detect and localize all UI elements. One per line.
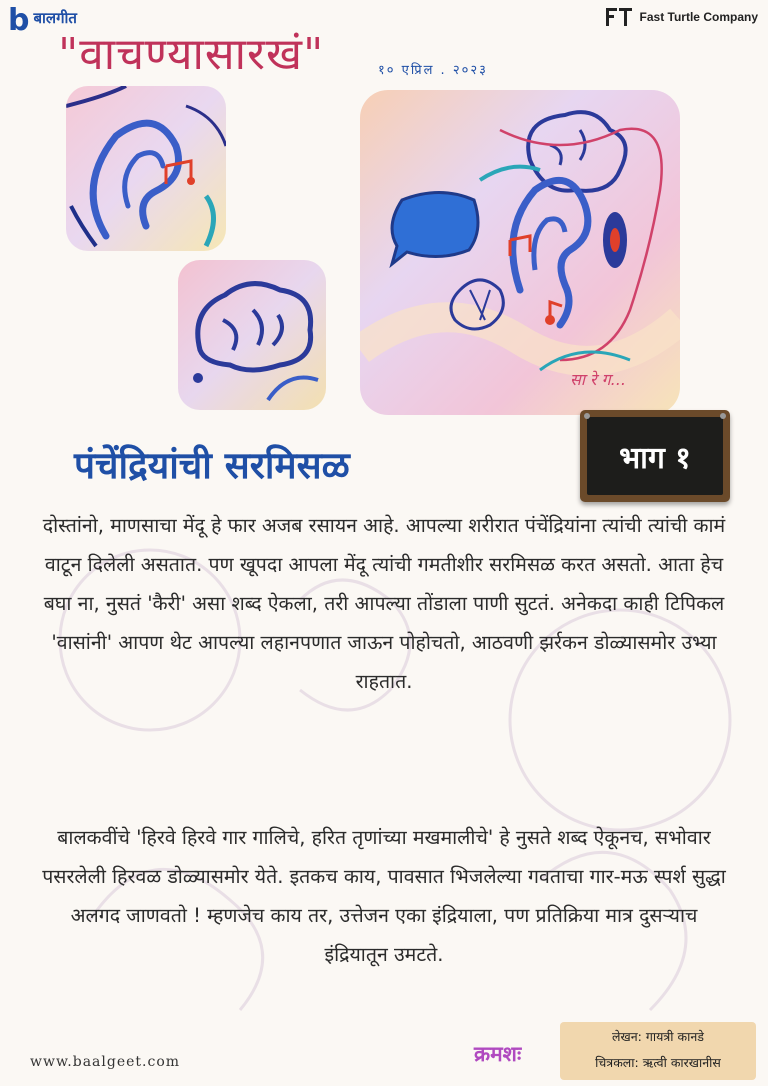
- ft-logo-icon: [606, 8, 632, 26]
- company-name: Fast Turtle Company: [639, 10, 758, 24]
- article-paragraph-2: बालकवींचे 'हिरवे हिरवे गार गालिचे, हरित तृणांच्या मखमालीचे' हे नुसते शब्द ऐकूनच, सभोवार पसरलेली हिरवळ डोळ्यासमोर येते. इतकच काय, पावसात भिजलेल्या गवताचा गार-मऊ स्पर्श सुद्धा अलगद जाणवतो ! म्हणजेच काय तर, उत्तेजन एका इंद्रियाला, पण प्रतिक्रिया मात्र दुसऱ्याच इंद्रियातून उमटते.: [42, 826, 726, 966]
- article-heading: पंचेंद्रियांची सरमिसळ: [74, 444, 350, 487]
- website-link[interactable]: www.baalgeet.com: [30, 1054, 181, 1070]
- senses-illustration: [360, 90, 680, 415]
- author-credit: लेखन: गायत्री कानडे: [612, 1029, 704, 1044]
- brand-logo-icon: b: [8, 3, 30, 38]
- illustrator-credit: चित्रकला: ऋत्वी कारखानीस: [595, 1055, 721, 1070]
- brand-name: बालगीत: [33, 9, 77, 27]
- brain-illustration: [178, 260, 326, 410]
- part-slate: [580, 410, 730, 502]
- page-title: "वाचण्यासारखं": [58, 29, 325, 80]
- part-label: भाग १: [619, 440, 691, 476]
- article-paragraph-1: दोस्तांनो, माणसाचा मेंदू हे फार अजब रसायन आहे. आपल्या शरीरात पंचेंद्रियांना त्यांची त्यांची कामं वाटून दिलेली असतात. पण खूपदा आपला मेंदू त्यांची गमतीशीर सरमिसळ करत असतो. आता हेच बघा ना, नुसतं 'कैरी' असा शब्द ऐकला, तरी आपल्या तोंडाला पाणी सुटतं. अनेकदा काही टिपिकल 'वासांनी' आपण थेट आपल्या लहानपणात जाऊन पोहोचतो, आठवणी झर्रकन डोळ्यासमोर उभ्या राहतात.: [42, 514, 726, 693]
- company: [606, 8, 758, 26]
- to-be-continued: क्रमशः: [474, 1042, 522, 1066]
- ear-illustration: [66, 86, 226, 251]
- illustration-signature: सा रे ग...: [570, 370, 626, 389]
- publish-date: १० एप्रिल . २०२३: [378, 63, 488, 78]
